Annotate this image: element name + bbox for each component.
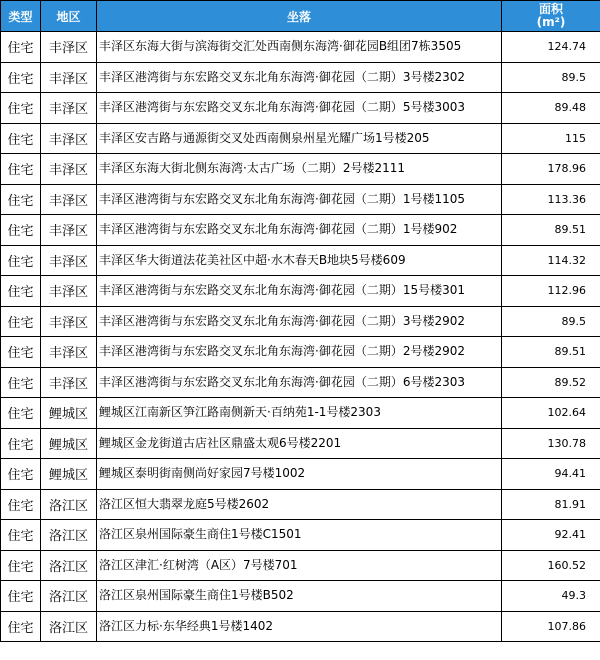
table-row — [1, 62, 600, 93]
cell-address: 丰泽区安吉路与通源街交叉处西南侧泉州星光耀广场1号楼205 — [97, 123, 502, 154]
cell-district: 鲤城区 — [41, 459, 97, 490]
cell-area: 114.32 — [502, 245, 600, 276]
cell-type: 住宅 — [1, 123, 41, 154]
cell-type: 住宅 — [1, 550, 41, 581]
cell-area: 160.52 — [502, 550, 600, 581]
cell-district: 丰泽区 — [41, 32, 97, 63]
cell-district: 洛江区 — [41, 489, 97, 520]
table-header-row — [1, 1, 600, 32]
table-row — [1, 93, 600, 124]
cell-address: 丰泽区港湾街与东宏路交叉东北角东海湾·御花园（二期）1号楼902 — [97, 215, 502, 246]
cell-type: 住宅 — [1, 154, 41, 185]
cell-area: 89.52 — [502, 367, 600, 398]
cell-area: 81.91 — [502, 489, 600, 520]
table-row — [1, 520, 600, 551]
cell-area: 89.5 — [502, 306, 600, 337]
table-row — [1, 367, 600, 398]
cell-area: 49.3 — [502, 581, 600, 612]
cell-address: 丰泽区华大街道法花美社区中超·水木春天B地块5号楼609 — [97, 245, 502, 276]
cell-district: 丰泽区 — [41, 93, 97, 124]
cell-type: 住宅 — [1, 306, 41, 337]
table-row — [1, 489, 600, 520]
cell-address: 丰泽区港湾街与东宏路交叉东北角东海湾·御花园（二期）15号楼301 — [97, 276, 502, 307]
table-row — [1, 611, 600, 642]
cell-type: 住宅 — [1, 367, 41, 398]
cell-type: 住宅 — [1, 520, 41, 551]
cell-district: 丰泽区 — [41, 62, 97, 93]
cell-address: 丰泽区港湾街与东宏路交叉东北角东海湾·御花园（二期）6号楼2303 — [97, 367, 502, 398]
cell-district: 丰泽区 — [41, 184, 97, 215]
header-area — [502, 1, 600, 32]
cell-address: 洛江区泉州国际豪生商住1号楼C1501 — [97, 520, 502, 551]
cell-area: 115 — [502, 123, 600, 154]
cell-type: 住宅 — [1, 184, 41, 215]
cell-district: 洛江区 — [41, 550, 97, 581]
cell-area: 102.64 — [502, 398, 600, 429]
cell-type: 住宅 — [1, 93, 41, 124]
cell-area: 89.48 — [502, 93, 600, 124]
cell-district: 丰泽区 — [41, 276, 97, 307]
cell-type: 住宅 — [1, 276, 41, 307]
cell-area: 92.41 — [502, 520, 600, 551]
header-type: 类型 — [1, 1, 41, 32]
table-row — [1, 184, 600, 215]
cell-type: 住宅 — [1, 489, 41, 520]
cell-type: 住宅 — [1, 428, 41, 459]
cell-type: 住宅 — [1, 245, 41, 276]
cell-address: 丰泽区港湾街与东宏路交叉东北角东海湾·御花园（二期）2号楼2902 — [97, 337, 502, 368]
table-row — [1, 428, 600, 459]
cell-type: 住宅 — [1, 611, 41, 642]
cell-address: 洛江区泉州国际豪生商住1号楼B502 — [97, 581, 502, 612]
cell-district: 鲤城区 — [41, 398, 97, 429]
cell-type: 住宅 — [1, 32, 41, 63]
cell-area: 89.51 — [502, 215, 600, 246]
cell-district: 丰泽区 — [41, 245, 97, 276]
cell-area: 130.78 — [502, 428, 600, 459]
cell-area: 178.96 — [502, 154, 600, 185]
table-row — [1, 32, 600, 63]
table-row — [1, 459, 600, 490]
cell-type: 住宅 — [1, 215, 41, 246]
cell-district: 洛江区 — [41, 520, 97, 551]
cell-district: 洛江区 — [41, 611, 97, 642]
table-row — [1, 398, 600, 429]
cell-area: 94.41 — [502, 459, 600, 490]
table-row — [1, 581, 600, 612]
cell-district: 丰泽区 — [41, 306, 97, 337]
table-row — [1, 306, 600, 337]
cell-district: 丰泽区 — [41, 215, 97, 246]
cell-address: 洛江区恒大翡翠龙庭5号楼2602 — [97, 489, 502, 520]
cell-address: 洛江区津汇·红树湾（A区）7号楼701 — [97, 550, 502, 581]
cell-area: 89.5 — [502, 62, 600, 93]
table-row — [1, 215, 600, 246]
table-row — [1, 245, 600, 276]
cell-type: 住宅 — [1, 62, 41, 93]
cell-district: 洛江区 — [41, 581, 97, 612]
header-area-label: 面积 — [538, 2, 563, 16]
cell-type: 住宅 — [1, 337, 41, 368]
cell-area: 107.86 — [502, 611, 600, 642]
cell-area: 89.51 — [502, 337, 600, 368]
cell-type: 住宅 — [1, 459, 41, 490]
cell-address: 丰泽区港湾街与东宏路交叉东北角东海湾·御花园（二期）5号楼3003 — [97, 93, 502, 124]
cell-district: 丰泽区 — [41, 123, 97, 154]
table-row — [1, 550, 600, 581]
cell-address: 丰泽区东海大街与滨海街交汇处西南侧东海湾·御花园B组团7栋3505 — [97, 32, 502, 63]
cell-area: 112.96 — [502, 276, 600, 307]
cell-address: 丰泽区东海大街北侧东海湾·太古广场（二期）2号楼2111 — [97, 154, 502, 185]
cell-area: 124.74 — [502, 32, 600, 63]
cell-address: 鲤城区江南新区笋江路南侧新天·百纳苑1-1号楼2303 — [97, 398, 502, 429]
cell-district: 鲤城区 — [41, 428, 97, 459]
cell-address: 鲤城区金龙街道古店社区鼎盛太观6号楼2201 — [97, 428, 502, 459]
header-district: 地区 — [41, 1, 97, 32]
cell-district: 丰泽区 — [41, 337, 97, 368]
cell-district: 丰泽区 — [41, 154, 97, 185]
table-row — [1, 276, 600, 307]
cell-type: 住宅 — [1, 581, 41, 612]
table-row — [1, 123, 600, 154]
cell-address: 丰泽区港湾街与东宏路交叉东北角东海湾·御花园（二期）1号楼1105 — [97, 184, 502, 215]
header-address: 坐落 — [97, 1, 502, 32]
table-row — [1, 154, 600, 185]
cell-address: 洛江区力标·东华经典1号楼1402 — [97, 611, 502, 642]
cell-type: 住宅 — [1, 398, 41, 429]
cell-address: 丰泽区港湾街与东宏路交叉东北角东海湾·御花园（二期）3号楼2902 — [97, 306, 502, 337]
cell-address: 鲤城区泰明街南侧尚好家园7号楼1002 — [97, 459, 502, 490]
cell-district: 丰泽区 — [41, 367, 97, 398]
table-row — [1, 337, 600, 368]
header-area-unit: (m²) — [536, 15, 566, 29]
cell-address: 丰泽区港湾街与东宏路交叉东北角东海湾·御花园（二期）3号楼2302 — [97, 62, 502, 93]
cell-area: 113.36 — [502, 184, 600, 215]
